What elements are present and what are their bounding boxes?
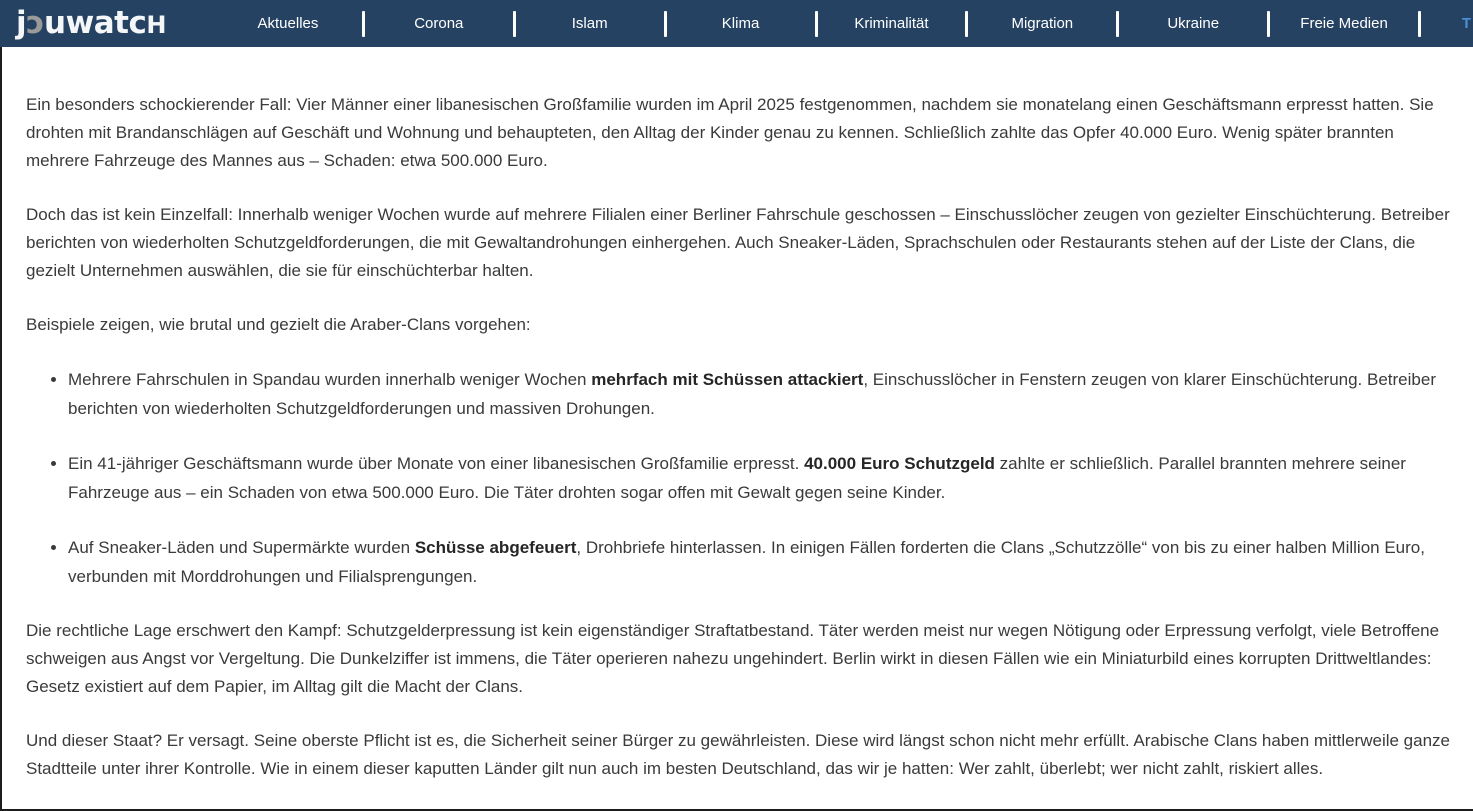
nav-menu: [214, 0, 1473, 47]
nav-item-partial-t[interactable]: T: [1461, 15, 1471, 32]
article-paragraph-2: Doch das ist kein Einzelfall: Innerhalb weniger Wochen wurde auf mehrere Filialen einer Berliner Fahrschule geschossen – Einschusslöcher zeugen von gezielter Einschüchterung. Betreiber berichten von wiederholten Schutzgeldforderungen, die mit Gewaltandrohungen einhergehen. Auch Sneaker-Läden, Sprachschulen oder Restaurants stehen auf der Liste der Clans, die gezielt Unternehmen auswählen, die sie für einschüchterbar halten.: [26, 205, 1450, 280]
logo-middle: uwatc: [44, 5, 147, 41]
nav-item-kriminalitaet[interactable]: Kriminalität: [854, 15, 929, 32]
nav-item-corona[interactable]: Corona: [414, 15, 464, 32]
bullet-text: Ein 41-jähriger Geschäftsmann wurde über Monate von einer libanesischen Großfamilie erpresst.: [68, 454, 805, 473]
bullet-text: , Einschusslöcher in Fenstern zeugen von klarer Einschüchterung. Betreiber berichten von wiederholten Schutzgeldforderungen und massiven Drohungen.: [68, 370, 1436, 418]
nav-item-migration[interactable]: Migration: [1011, 15, 1074, 32]
logo-open-o-icon: ɔ: [26, 5, 45, 41]
bullet-text: zahlte er schließlich. Parallel brannten mehrere seiner Fahrzeuge aus – ein Schaden von etwa 500.000 Euro. Die Täter drohten sogar offen mit Gewalt gegen seine Kinder.: [68, 454, 1406, 502]
bullet-text: Auf Sneaker-Läden und Supermärkte wurden: [68, 538, 415, 557]
bullet-item-sneaker-laeden: [68, 533, 1459, 591]
nav-item-aktuelles[interactable]: Aktuelles: [257, 15, 319, 32]
article-paragraph-intro-list: Beispiele zeigen, wie brutal und gezielt die Araber-Clans vorgehen:: [26, 315, 531, 334]
top-navbar: [0, 0, 1473, 47]
bullet-text: , Drohbriefe hinterlassen. In einigen Fällen forderten die Clans „Schutzzölle“ von bis zu einer halben Million Euro, verbunden mit Morddrohungen und Filialsprengungen.: [68, 538, 1425, 586]
bullet-item-geschaeftsmann: [68, 449, 1459, 507]
bullet-bold-text: mehrfach mit Schüssen attackiert: [591, 370, 864, 389]
nav-item-islam[interactable]: Islam: [571, 15, 608, 32]
bullet-bold-text: 40.000 Euro Schutzgeld: [804, 454, 995, 473]
example-bullet-list: [26, 365, 1459, 591]
article-paragraph-5: Und dieser Staat? Er versagt. Seine oberste Pflicht ist es, die Sicherheit seiner Bürger zu gewährleisten. Diese wird längst schon nicht mehr erfüllt. Arabische Clans haben mittlerweile ganze Stadtteile unter ihrer Kontrolle. Wie in einem dieser kaputten Länder gilt nun auch im besten Deutschland, das wir je hatten: Wer zahlt, überlebt; wer nicht zahlt, riskiert alles.: [26, 731, 1450, 778]
bullet-text: Mehrere Fahrschulen in Spandau wurden innerhalb weniger Wochen: [68, 370, 592, 389]
site-logo[interactable]: [0, 5, 214, 41]
logo-letter-j: j: [16, 5, 27, 41]
nav-item-klima[interactable]: Klima: [721, 15, 760, 32]
bullet-bold-text: Schüsse abgefeuert: [414, 538, 577, 557]
nav-item-freie-medien[interactable]: Freie Medien: [1300, 15, 1388, 32]
logo-end-cap: H: [146, 11, 166, 39]
article-paragraph-4: Die rechtliche Lage erschwert den Kampf: Schutzgelderpressung ist kein eigenständiger Straftatbestand. Täter werden meist nur wegen Nötigung oder Erpressung verfolgt, viele Betroffene schweigen aus Angst vor Vergeltung. Die Dunkelziffer ist immens, die Täter operieren nahezu ungehindert. Berlin wirkt in diesen Fällen wie ein Miniaturbild eines korrupten Drittweltlandes: Gesetz existiert auf dem Papier, im Alltag gilt die Macht der Clans.: [26, 621, 1440, 696]
article-paragraph-1: Ein besonders schockierender Fall: Vier Männer einer libanesischen Großfamilie wurden im April 2025 festgenommen, nachdem sie monatelang einen Geschäftsmann erpresst hatten. Sie drohten mit Brandanschlägen auf Geschäft und Wohnung und behaupteten, den Alltag der Kinder genau zu kennen. Schließlich zahlte das Opfer 40.000 Euro. Wenig später brannten mehrere Fahrzeuge des Mannes aus – Schaden: etwa 500.000 Euro.: [26, 95, 1434, 170]
nav-item-ukraine[interactable]: Ukraine: [1167, 15, 1220, 32]
bullet-item-fahrschulen: [68, 365, 1459, 423]
article-content: [0, 47, 1473, 811]
